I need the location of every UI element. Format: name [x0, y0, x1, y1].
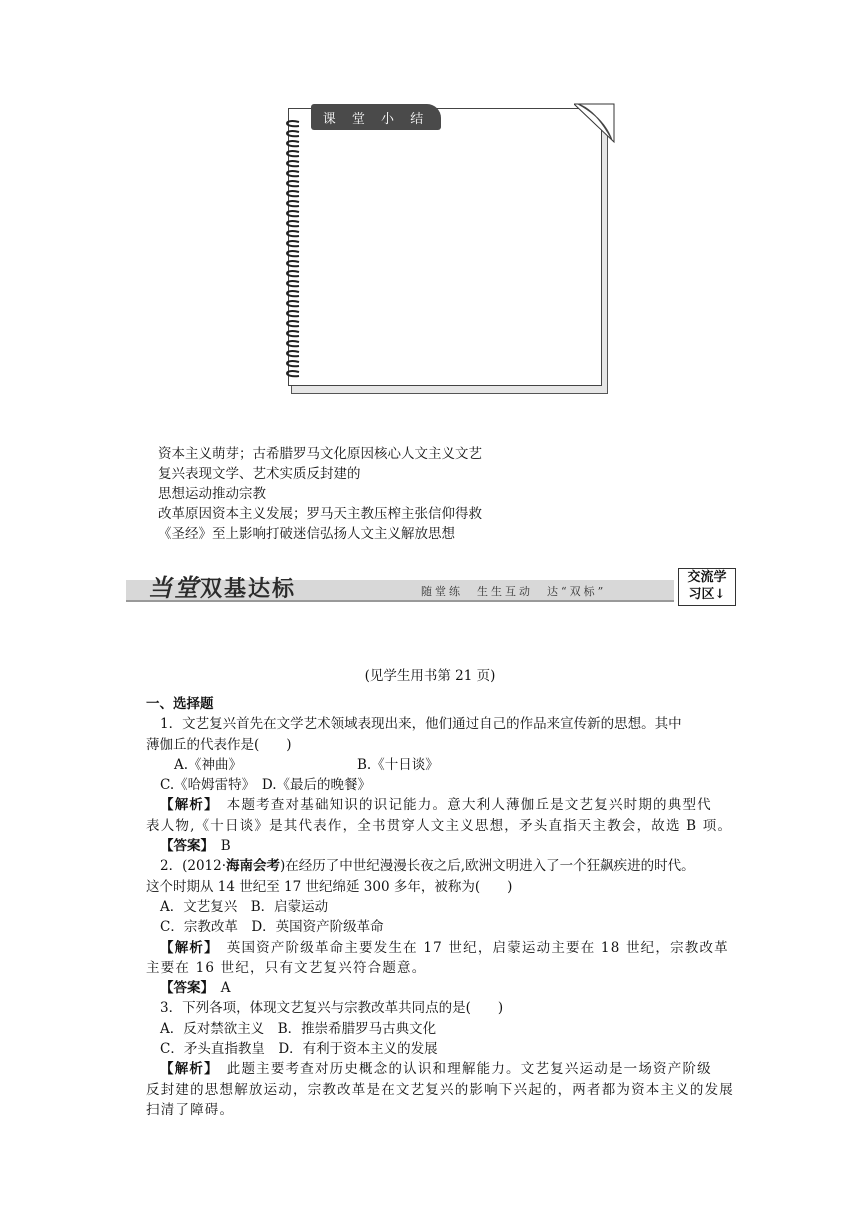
summary-text	[158, 444, 482, 544]
q3-analysis-3: 扫清了障碍。	[146, 1101, 235, 1118]
q1-options-cd: C.《哈姆雷特》 D.《最后的晚餐》	[160, 777, 372, 794]
q3-analysis-2: 反封建的思想解放运动，宗教改革是在文艺复兴的影响下兴起的，两者都为资本主义的发展	[146, 1081, 734, 1098]
q2-stem-text: )在经历了中世纪漫漫长夜之后,欧洲文明进入了一个狂飙疾进的时代。	[280, 858, 695, 875]
banner-subtitle: 随堂练 生生互动 达“双标”	[421, 585, 607, 598]
exercise-content	[146, 694, 736, 1120]
q2-answer-value: A	[207, 980, 231, 997]
q1-option-b: B.《十日谈》	[357, 756, 439, 773]
notebook-tab-label: 课 堂 小 结	[311, 104, 441, 130]
q1-answer	[146, 836, 736, 856]
analysis-tag: 【解析】	[160, 797, 213, 814]
summary-line: 复兴表现文学、艺术实质反封建的	[158, 466, 361, 482]
q2-stem-1	[146, 856, 736, 876]
q2-stem-2: 这个时期从 14 世纪至 17 世纪绵延 300 多年，被称为( )	[146, 878, 513, 895]
lesson-summary-notebook	[283, 100, 613, 395]
q3-options-ab: A．反对禁欲主义 B．推崇希腊罗马古典文化	[160, 1020, 437, 1037]
q1-analysis-1	[146, 795, 736, 815]
q1-stem-1: 1．文艺复兴首先在文学艺术领域表现出来，他们通过自己的作品来宣传新的思想。其中	[160, 716, 682, 733]
q2-analysis-text: 英国资产阶级革命主要发生在 17 世纪，启蒙运动主要在 18 世纪，宗教改革	[212, 939, 729, 956]
exchange-area-link[interactable]	[678, 568, 736, 606]
q2-options-cd: C．宗教改革 D．英国资产阶级革命	[160, 919, 384, 936]
section-banner	[126, 568, 738, 606]
q3-analysis-text: 此题主要考查对历史概念的认识和理解能力。文艺复兴运动是一场资产阶级	[212, 1061, 712, 1078]
banner-title-char-1: 当	[148, 574, 174, 602]
answer-tag: 【答案】	[160, 838, 208, 855]
q1-analysis-text: 本题考查对基础知识的识记能力。意大利人薄伽丘是文艺复兴时期的典型代	[212, 797, 712, 814]
summary-line: 《圣经》至上影响打破迷信弘扬人文主义解放思想	[158, 526, 455, 542]
summary-line: 改革原因资本主义发展；罗马天主教压榨主张信仰得救	[158, 506, 482, 522]
q1-stem-2: 薄伽丘的代表作是( )	[146, 736, 292, 753]
q3-options-cd: C．矛头直指教皇 D．有利于资本主义的发展	[160, 1041, 438, 1058]
q1-analysis-2: 表人物,《十日谈》是其代表作，全书贯穿人文主义思想，矛头直指天主教会，故选 B 项。	[146, 817, 733, 834]
q1-answer-value: B	[207, 838, 231, 855]
answer-tag: 【答案】	[160, 980, 208, 997]
page-curl-icon	[574, 102, 616, 144]
summary-line: 资本主义萌芽；古希腊罗马文化原因核心人文主义文艺	[158, 446, 482, 462]
spiral-binding-icon	[281, 118, 303, 378]
banner-title-rest: 双基达标	[200, 577, 297, 602]
notebook-page	[288, 108, 602, 386]
q2-analysis-2: 主要在 16 世纪，只有文艺复兴符合题意。	[146, 959, 427, 976]
q3-analysis-1	[146, 1059, 736, 1079]
analysis-tag: 【解析】	[160, 939, 213, 956]
banner-title	[148, 568, 296, 603]
banner-title-char-2: 堂	[174, 574, 200, 602]
exchange-area-line1: 交流学	[687, 570, 727, 585]
q2-source: 海南会考	[226, 858, 281, 875]
summary-line: 思想运动推动宗教	[158, 486, 266, 502]
section-title: 一、选择题	[146, 696, 214, 712]
q1-options-ab	[146, 755, 736, 775]
q1-option-a: A.《神曲》	[174, 756, 243, 773]
q2-answer	[146, 978, 736, 998]
q2-analysis-1	[146, 938, 736, 958]
q2-number: 2．(2012·	[160, 858, 227, 875]
analysis-tag: 【解析】	[160, 1061, 213, 1078]
exchange-area-line2: 习区↓	[688, 587, 726, 602]
page-reference: (见学生用书第 21 页)	[364, 668, 496, 684]
q3-stem: 3．下列各项，体现文艺复兴与宗教改革共同点的是( )	[160, 1000, 504, 1017]
q2-options-ab: A．文艺复兴 B．启蒙运动	[160, 898, 329, 915]
